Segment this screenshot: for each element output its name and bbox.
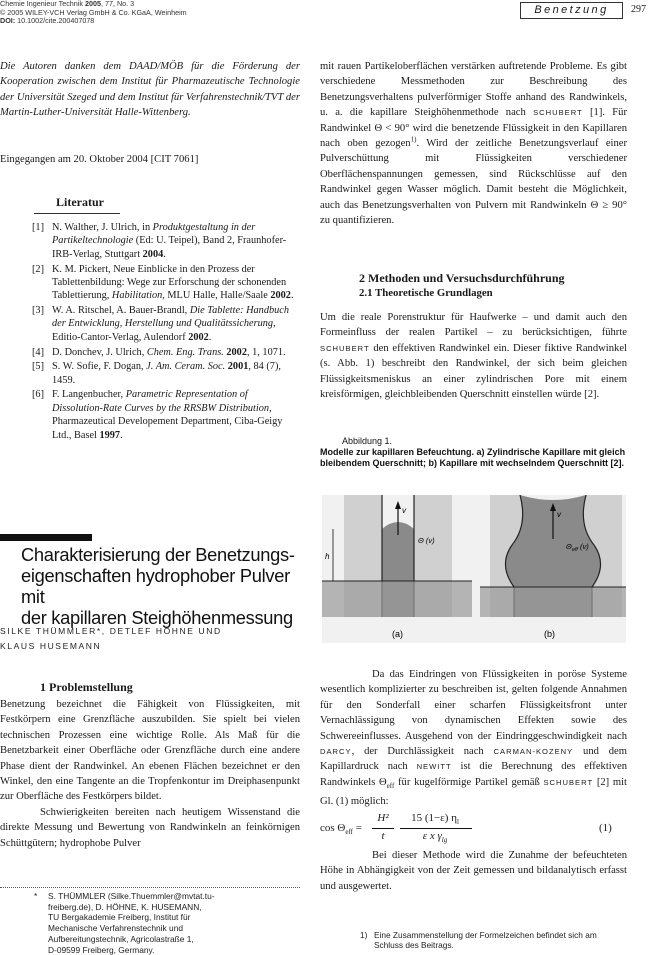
acknowledgement: Die Autoren danken dem DAAD/MÖB für die Förderung der Kooperation zwischen dem Institut für Pharmazeutische Technologie der Universität Szeged und dem Institut für Verfahrenstechnik/TVT der Martin-Luther-Universität Halle-Wittenberg. bbox=[0, 61, 300, 119]
label-b: (b) bbox=[544, 629, 555, 639]
label-a: (a) bbox=[392, 629, 403, 639]
reference-item: [5] S. W. Sofie, F. Dogan, J. Am. Ceram. Soc. 2001, 84 (7), 1459. bbox=[32, 361, 281, 386]
figure-caption-text: Modelle zur kapillaren Befeuchtung. a) Zylindrische Kapillare mit gleich bleibendem Querschnitt; b) Kapillare mit wechselndem Querschnitt [2]. bbox=[320, 447, 626, 468]
fraction-1-denominator: t bbox=[381, 830, 385, 842]
author-footnote: * S. THÜMMLER (Silke.Thuemmler@mvtat.tu- freiberg.de), D. HÖHNE, K. HUSEMANN, TU Bergakademie Freiberg, Institut für Mechanische Verfahrenstechnik und Aufbereitungstechnik, Agricolastraße 1, D-09599 Freiberg, Germany. bbox=[34, 891, 215, 955]
article-title: Charakterisierung der Benetzungs- eigenschaften hydrophober Pulver mit der kapillaren Steighöhenmessung bbox=[21, 544, 295, 628]
copyright-line: © 2005 WILEY-VCH Verlag GmbH & Co. KGaA, Weinheim bbox=[0, 7, 187, 17]
label-v-a: v bbox=[402, 506, 406, 515]
reference-list bbox=[28, 221, 300, 443]
section-heading-problem: 1 Problemstellung bbox=[40, 680, 133, 694]
figure-capillary-models bbox=[322, 495, 626, 643]
literature-heading: Literatur bbox=[56, 195, 104, 209]
journal-citation: Chemie Ingenieur Technik 2005, 77, No. 3 bbox=[0, 0, 135, 8]
fraction-2-numerator: 15 (1−ε) $\eta_l$ bbox=[411, 812, 459, 827]
paragraph-darcy: Da das Eindringen von Flüssigkeiten in poröse Systeme wesentlich komplizierter zu beschreiben ist, gelten folgende Annahmen für den Sonderfall einer scharfen Flüssigkeitsfront unter Vernachlässigung von dynamischen Effekten sowie des Schwereeinflusses. Ausgehend von der Eindringgeschwindigkeit nach DARCY, der Durchlässigkeit nach CARMAN-KOZENY und dem Kapillardruck nach NEWITT ist die Berechnung des effektiven Randwinkels $\Theta_{eff}$ für kugelförmige Partikel gemäß SCHUBERT [2] mit Gl. (1) möglich: bbox=[320, 669, 628, 808]
paragraph-theory: Um die reale Porenstruktur für Haufwerke – und damit auch den Formeinfluss der realen Partikel – zu berücksichtigen, führte SCHUBERT den effektiven Randwinkel ein. Dieser fiktive Randwinkel (s. Abb. 1) beschreibt den Randwinkel, der sich beim gleichen Flüssigkeitsmeniskus an einer zylindrischen Pore mit einem kreisförmigen, gleichbleibenden Querschnitt einstellen würde [2]. bbox=[320, 312, 627, 401]
reservoir-b bbox=[480, 587, 626, 617]
fraction-1-numerator: H² bbox=[377, 812, 389, 824]
subsection-heading-theory: 2.1 Theoretische Grundlagen bbox=[359, 287, 493, 299]
label-h: h bbox=[325, 552, 330, 561]
fraction-2-line bbox=[400, 828, 472, 829]
journal-header bbox=[0, 0, 187, 26]
reference-item: [2] K. M. Pickert, Neue Einblicke in den Prozess der Tablettenbildung: Wege zur Erforschung der schonenden Tablettierung, Habilitation, MLU Halle, Halle/Saale 2002. bbox=[32, 263, 294, 302]
figure-label: Abbildung 1. bbox=[342, 436, 393, 446]
paragraph: Benetzung bezeichnet die Fähigkeit von Flüssigkeiten, mit Festkörpern eine Grenzfläche auszubilden. Sie spielt bei vielen technischen Prozessen eine wichtige Rolle. Als Maß für die Benetzbarkeit einer Oberfläche oder Grenzfläche durch eine andere Phase dient der Randwinkel. An ebenen Flächen bezeichnet er den Winkel, den eine Tangente an die Tropfenkontur im Dreiphasenpunkt zur Oberfläche des Festkörpers bildet. bbox=[0, 699, 300, 803]
reservoir-a bbox=[322, 581, 472, 617]
paragraph: Schwierigkeiten bereiten nach heutigem Wissenstand die direkte Messung und Bewertung von Randwinkeln an feinkörnigen Schüttgütern; hydrophobe Pulver bbox=[0, 806, 300, 849]
equation-lhs: $\cos \Theta_{eff}$ = bbox=[320, 822, 362, 837]
label-v-b: v bbox=[557, 510, 561, 519]
title-bar bbox=[0, 534, 92, 541]
section-label: Benetzung bbox=[520, 2, 623, 19]
paragraph-methods-intro: mit rauen Partikeloberflächen verstärken auftretende Probleme. Es gibt verschiedene Messmethoden zur Beschreibung des Benetzungsverhaltens pulverförmiger Stoffe anhand des Randwinkels, u. a. die kapillare Steighöhenmethode nach SCHUBERT [1]. Für Randwinkel Θ < 90° wird die benetzende Flüssigkeit in den Kapillaren nach oben gezogen$^{1)}$. Wird der zeitliche Benetzungsverlauf einer Pulverschüttung mit Flüssigkeiten verschiedener Oberflächenspannungen gemessen, sind Rückschlüsse auf den Randwinkel gegen Wasser möglich. Damit besteht die Möglichkeit, auch das Benetzungsverhalten von Pulvern mit Randwinkeln Θ ≥ 90° zu quantifizieren. bbox=[320, 61, 627, 227]
received-date: Eingegangen am 20. Oktober 2004 [CIT 7061] bbox=[0, 154, 199, 165]
reference-item: [3] W. A. Ritschel, A. Bauer-Brandl, Die Tablette: Handbuch der Entwicklung, Herstellung und Qualitätssicherung, Editio-Cantor-Verlag, Aulendorf 2002. bbox=[32, 305, 289, 343]
equation-number: (1) bbox=[599, 822, 612, 834]
figure-drawing bbox=[322, 495, 626, 643]
label-theta-a: Θ (v) bbox=[418, 536, 435, 545]
reference-item: [4] D. Donchev, J. Ulrich, Chem. Eng. Trans. 2002, 1, 1071. bbox=[32, 346, 286, 358]
literature-rule bbox=[34, 213, 120, 214]
figure-caption bbox=[320, 436, 630, 469]
article-authors: SILKE THÜMMLER*, DETLEF HÖHNE UND KLAUS HUSEMANN bbox=[0, 626, 222, 651]
fraction-1-line bbox=[372, 828, 394, 829]
label-theta-b: $\Theta_{eff}$ (v) bbox=[566, 542, 589, 553]
footnote-rule bbox=[0, 887, 300, 888]
formula-footnote: 1) Eine Zusammenstellung der Formelzeichen befindet sich am Schluss des Beitrags. bbox=[360, 930, 597, 951]
section-heading-methods: 2 Methoden und Versuchsdurchführung bbox=[359, 271, 565, 285]
reference-item: [1] N. Walther, J. Ulrich, in Produktgestaltung in der Partikeltechnologie (Ed: U. Teipel), Band 2, Fraunhofer-IRB-Verlag, Stuttgart 2004. bbox=[32, 222, 287, 260]
reference-item: [6] F. Langenbucher, Parametric Representation of Dissolution-Rate Curves by the RRSBW Distribution, Pharmazeutical Developement Department, Ciba-Geigy Ltd., Basel 1997. bbox=[32, 389, 283, 441]
page-number: 297 bbox=[631, 4, 646, 15]
fraction-2-denominator: ε x $\gamma_{lg}$ bbox=[422, 830, 448, 845]
doi-line: DOI: 10.1002/cite.200407078 bbox=[0, 16, 95, 26]
problem-body bbox=[0, 697, 300, 851]
paragraph-measurement: Bei dieser Methode wird die Zunahme der befeuchteten Höhe in Abhängigkeit von der Zeit gemessen und bildanalytisch erfasst und ausgewertet. bbox=[320, 850, 627, 892]
